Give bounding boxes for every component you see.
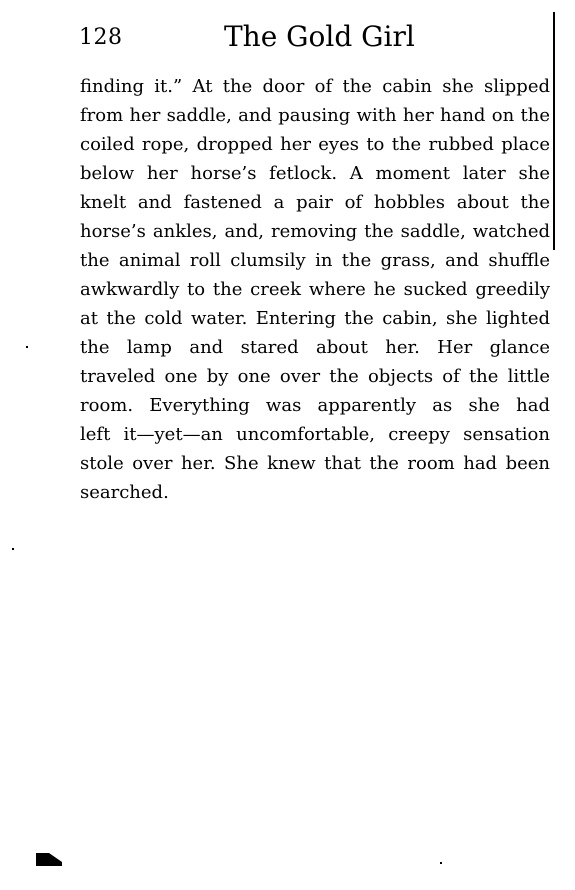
scan-speck [440, 862, 442, 864]
text-line: coiled rope, dropped her eyes to the rubbed place [80, 134, 550, 155]
gutter-rule [553, 12, 555, 250]
text-line: below her horse’s fetlock. A moment later she [80, 163, 550, 184]
text-line: room. Everything was apparently as she had [80, 395, 550, 416]
page-corner-arrow-icon [36, 850, 62, 866]
scan-speck [12, 548, 14, 550]
text-line: from her saddle, and pausing with her hand on the [80, 105, 550, 126]
text-line: horse’s ankles, and, removing the saddle, watched [80, 221, 550, 242]
text-line: finding it.” At the door of the cabin she slipped [80, 76, 550, 97]
text-line: traveled one by one over the objects of the little [80, 366, 550, 387]
running-head-title: The Gold Girl [224, 20, 415, 53]
scan-speck [26, 346, 28, 348]
body-paragraph [80, 72, 550, 507]
text-line: searched. [80, 482, 169, 503]
text-line: stole over her. She knew that the room had been [80, 453, 550, 474]
text-line: awkwardly to the creek where he sucked greedily [80, 279, 550, 300]
text-line: the lamp and stared about her. Her glance [80, 337, 550, 358]
text-line: knelt and fastened a pair of hobbles about the [80, 192, 550, 213]
text-line: at the cold water. Entering the cabin, she lighted [80, 308, 550, 329]
page-number: 128 [79, 25, 123, 50]
text-line: the animal roll clumsily in the grass, and shuffle [80, 250, 550, 271]
text-line: left it—yet—an uncomfortable, creepy sensation [80, 424, 550, 445]
